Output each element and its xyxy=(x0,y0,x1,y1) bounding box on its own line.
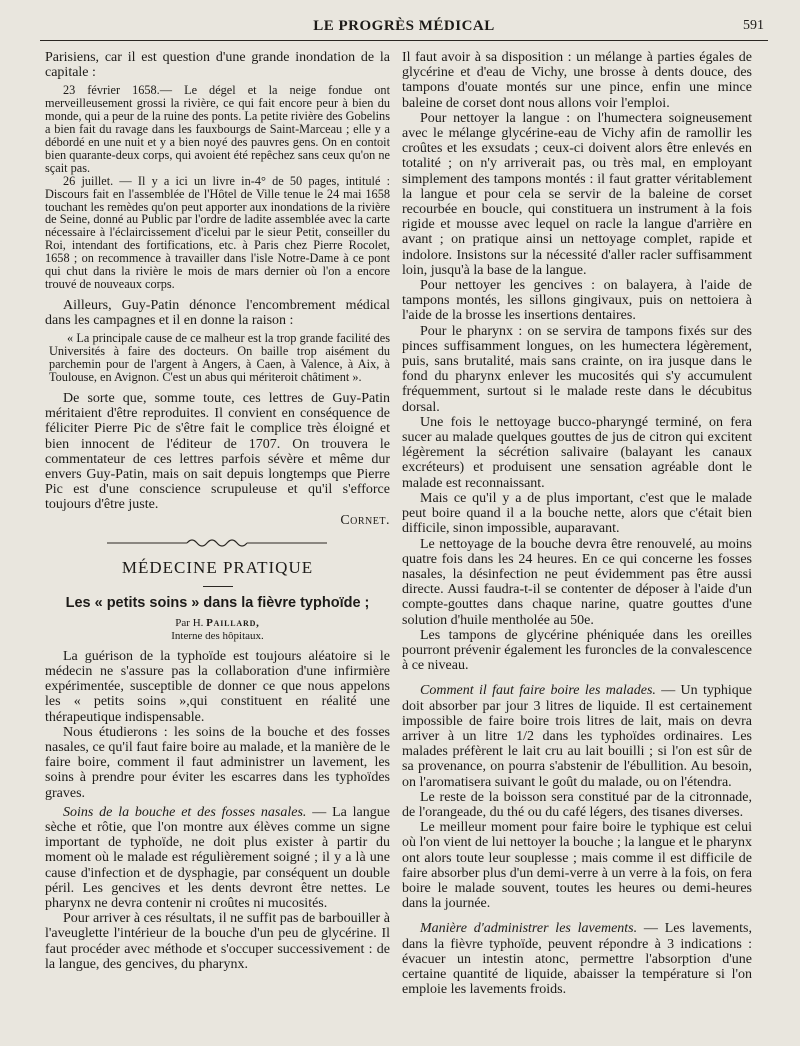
subheading-bouche: Soins de la bouche et des fosses nasales. xyxy=(63,804,307,820)
left-column xyxy=(45,50,390,972)
signature: Cornet. xyxy=(340,512,390,528)
quote-universites: « La principale cause de ce malheur est la trop grande facilité des Universités à faire des docteurs. On baille trop aisément du parchemin pour de l'argent à Angers, à Caen, à Valence, à Aix, à Toulouse, en Avignon. C'est un abus qui mériteroit châtiment ». xyxy=(49,331,390,385)
article-title: Les « petits soins » dans la fièvre typhoïde ; xyxy=(65,594,370,611)
intro-paragraph: Parisiens, car il est question d'une grande inondation de la capitale : xyxy=(45,50,390,81)
right-paragraph-9 xyxy=(402,683,752,789)
right-paragraph-11: Le meilleur moment pour faire boire le typhique est celui où l'on vient de lui nettoyer la bouche ; la langue et le pharynx ont alors toute leur souplesse ; mais comme il est difficile de faire absorber plus d'un demi-verre à un verre à la fois, on fera boire le malade souvent, toutes les heures ou demi-heures dans la journée. xyxy=(402,820,752,912)
paragraph-conclusion: De sorte que, somme toute, ces lettres de Guy-Patin méritaient d'être reproduites. Il convient en conséquence de féliciter Pierre Pic de s'être fait le complice très éloigné et bien innocent de l'éditeur de 1707. On trouvera le commentateur de ces lettres parfois sévère et même dur envers Guy-Patin, mais on sait depuis longtemps que Pierre Pic est d'une conscience scrupuleuse et qu'il s'efforce toujours d'être juste. xyxy=(45,390,390,513)
body-paragraph-3-text: — La langue sèche et rôtie, que l'on montre aux élèves comme un signe important de typhoïde, ne doit plus exister à partir du moment où le malade est régulièrement soigné ; il y a là une cause d'infection et de dysphagie, par conséquent un double péril. Les gencives et les dents devront être nettes. Le pharynx ne devra contenir ni croûtes ni mucosités. xyxy=(45,804,390,912)
right-paragraph-4: Pour le pharynx : on se servira de tampons fixés sur des pinces suffisamment longues, on les humectera légèrement, puis, sans brutalité, mais sans crainte, on ira jusque dans le fond du pharynx enlever les mucosités qui s'y accumulent fréquemment, surtout si le malade reste dans le décubitus dorsal. xyxy=(402,323,752,415)
ornament-divider xyxy=(45,536,390,552)
author-name: Paillard, xyxy=(206,616,260,629)
right-paragraph-2: Pour nettoyer la langue : on l'humectera soigneusement avec le mélange glycérine-eau de Vichy afin de ramollir les croûtes et les exsudats ; ceux-ci doivent alors être enlevés en totalité ; on n'y arriverait pas, ou très mal, en employant simplement des tampons montés : il faut gratter véritablement la langue et pour cela se servir de la baleine de corset recourbée en boucle, qui constituera un instrument à la fois rigide et mousse avec lequel on racle la langue d'arrière en avant ; on pratique ainsi un nettoyage complet, rapide et indolore. Insistons sur la nécessité d'aller racler suffisamment loin, jusqu'à la base de la langue. xyxy=(402,110,752,278)
right-paragraph-9-text: — Un typhique doit absorber par jour 3 litres de liquide. Il est certainement impossible de faire boire trois litres de lait, mais on devra arriver à un litre 1/2 dans les typhoïdes ordinaires. Les malades préfèrent le lait cru au lait bouilli ; si l'on est sûr de sa provenance, on pourra s'abstenir de l'ébullition. Au besoin, on l'aromatisera suivant le goût du malade, ou on l'étendra. xyxy=(402,683,752,790)
section-title: MÉDECINE PRATIQUE xyxy=(121,557,314,577)
quote-february: 23 février 1658.— Le dégel et la neige fondue ont merveilleusement grossi la rivière, ce qui fait encore peur à bien du monde, qui a peur de la ruine des ponts. La petite rivière des Gobelins a bien fait du ravage dans les fauxbourgs de Saint-Marceau ; elle y a débordé en une nuit et y a bien noyé des pauvres gens. On en contoit bien quarante-deux corps, qui avoient été repêchez sans ceux qu'on ne sçait pas. xyxy=(45,83,390,175)
subheading-lavements: Manière d'administrer les lavements. xyxy=(420,921,638,937)
right-paragraph-8: Les tampons de glycérine phéniquée dans les oreilles pourront prévenir également les furoncles de la convalescence à ce niveau. xyxy=(402,627,752,674)
right-paragraph-3: Pour nettoyer les gencives : on balayera, à l'aide de tampons montés, les sillons gingivaux, puis on nettoiera à l'aide de la brosse les insertions dentaires. xyxy=(402,278,752,324)
page-number: 591 xyxy=(743,18,764,33)
running-header xyxy=(40,16,768,41)
right-paragraph-12-text: — Les lavements, dans la fièvre typhoïde, peuvent répondre à 3 indications : évacuer un intestin atonc, permettre l'absorption d'une certaine quantité de liquide, abaisser la température si l'on emploie les lavements froids. xyxy=(402,921,752,998)
body-paragraph-2: Nous étudierons : les soins de la bouche et des fosses nasales, ce qu'il faut faire boire au malade, et la manière de le faire boire, comment il faut administrer un lavement, les soins à prendre pour éviter les escarres dans les typhoïdes graves. xyxy=(45,724,390,801)
byline xyxy=(45,617,390,630)
right-paragraph-1: Il faut avoir à sa disposition : un mélange à parties égales de glycérine et d'eau de Vichy, une brosse à dents douce, des tampons d'ouate montés sur une pince, enfin une mince baleine de corset dont nous allons voir l'emploi. xyxy=(402,50,752,111)
right-paragraph-6: Mais ce qu'il y a de plus important, c'est que le malade peut boire quand il a la bouche nette, alors que c'était bien difficile, sinon impossible, auparavant. xyxy=(402,490,752,537)
body-paragraph-1: La guérison de la typhoïde est toujours aléatoire si le médecin ne s'assure pas la collaboration d'une infirmière expérimentée, susceptible de donner ce que nous appelons les « petits soins »,qui constituent en réalité une thérapeutique indispensable. xyxy=(45,648,390,725)
quote-july: 26 juillet. — Il y a ici un livre in-4° de 50 pages, intitulé : Discours fait en l'assemblée de l'Hôtel de Ville tenue le 24 mai 1658 touchant les remèdes qu'on peut apporter aux inondations de la rivière de Seine, donné au Public par l'ordre de ladite assemblée avec la carte nécessaire à l'éclaircissement d'icelui par le sieur Petit, conseiller du Roi, intendant des fortifications, etc. à Paris chez Pierre Rocolet, 1658 ; on recommence à travailler dans l'isle Notre-Dame à ce pont qui chut dans la rivière le mois de mars dernier où l'on a encore trouvé de nouveaux corps. xyxy=(45,173,390,291)
right-paragraph-5: Une fois le nettoyage bucco-pharyngé terminé, on fera sucer au malade quelques gouttes de jus de citron qui excitent légèrement la sécrétion salivaire (balayant les canaux excréteurs) et produisent une sensation agréable dont le malade est reconnaissant. xyxy=(402,414,752,491)
right-paragraph-10: Le reste de la boisson sera constitué par de la citronnade, de l'orangeade, du thé ou du café légers, des tisanes diverses. xyxy=(402,789,752,820)
right-paragraph-7: Le nettoyage de la bouche devra être renouvelé, au moins quatre fois dans les 24 heures. En ce qui concerne les fosses nasales, la désinfection ne peut évidemment pas être aussi directe. Aussi faudra-t-il se contenter de déposer à l'aide d'un compte-gouttes dans chaque narine, quatre gouttes d'une solution d'huile mentholée au 50e. xyxy=(402,536,752,628)
author-affiliation: Interne des hôpitaux. xyxy=(171,629,264,642)
byline-prefix: Par H. xyxy=(175,616,207,629)
body-paragraph-3 xyxy=(45,805,390,911)
paragraph-encombrement: Ailleurs, Guy-Patin dénonce l'encombrement médical dans les campagnes et il en donne la raison : xyxy=(45,297,390,329)
ornament-line-icon xyxy=(107,536,327,550)
body-paragraph-4: Pour arriver à ces résultats, il ne suffit pas de barbouiller à l'aveuglette l'intérieur de la bouche d'un peu de glycérine. Il faut procéder avec méthode et s'occuper successivement : de la langue, des gencives, du pharynx. xyxy=(45,911,390,972)
short-rule xyxy=(203,586,233,587)
subheading-boire: Comment il faut faire boire les malades. xyxy=(420,683,656,699)
journal-title: LE PROGRÈS MÉDICAL xyxy=(313,18,495,34)
right-column xyxy=(402,50,752,997)
right-paragraph-12 xyxy=(402,921,752,997)
